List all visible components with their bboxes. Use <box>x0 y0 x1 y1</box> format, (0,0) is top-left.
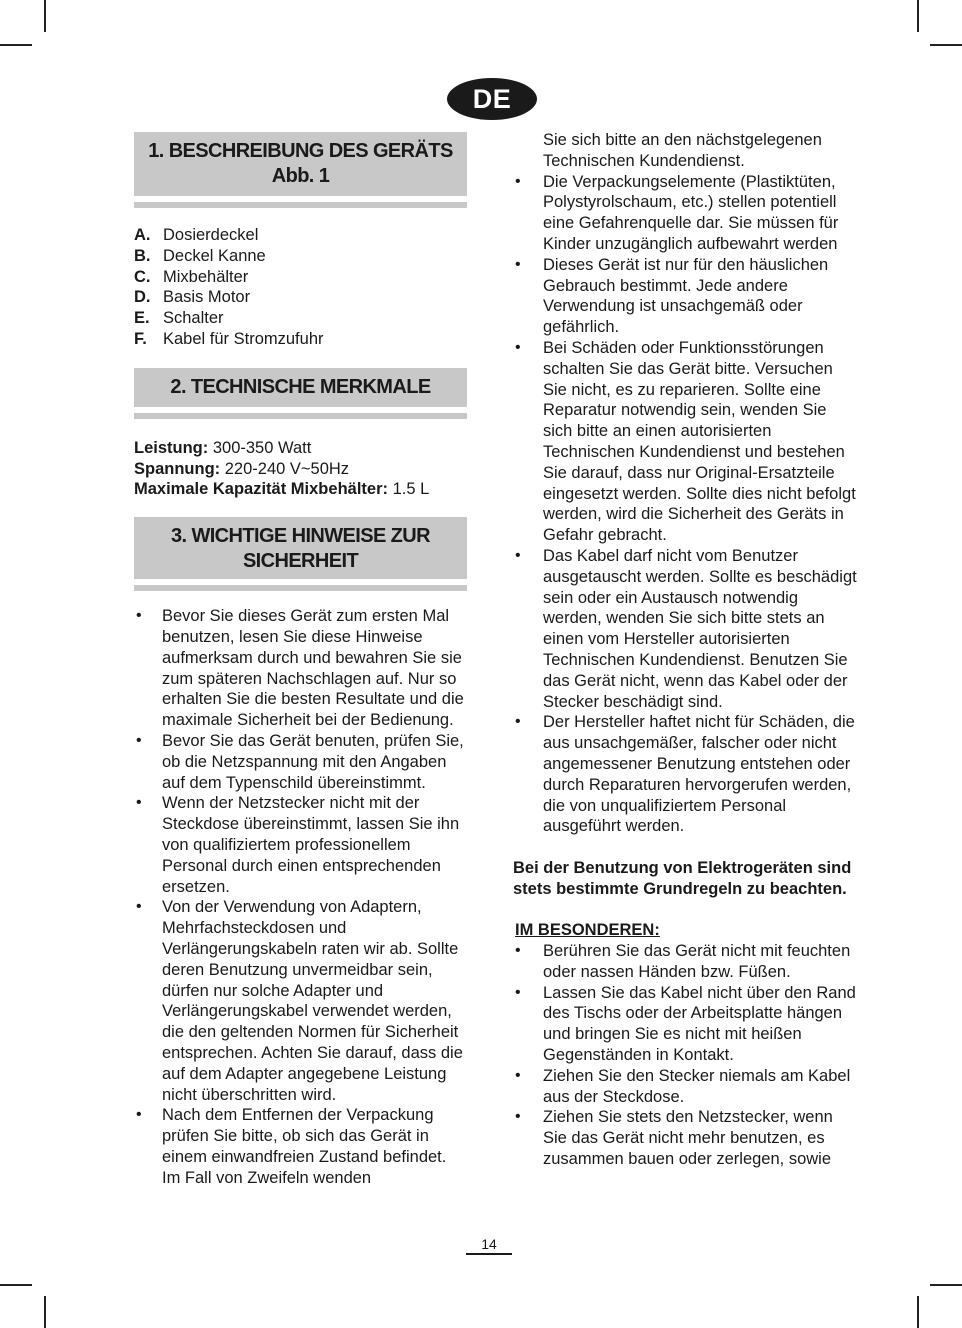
section2-heading: 2. TECHNISCHE MERKMALE <box>134 368 467 407</box>
section3-title-line2: SICHERHEIT <box>242 550 359 573</box>
list-item: • Lassen Sie das Kabel nicht über den Rand des Tischs oder der Arbeitsplatte hängen und bringen Sie es nicht mit heißen Gegenständen in Kontakt. <box>513 983 858 1066</box>
special-list <box>513 941 858 1170</box>
section3-title-line1: 3. WICHTIGE HINWEISE ZUR <box>171 525 430 548</box>
list-item <box>134 287 467 308</box>
list-item: • Nach dem Entfernen der Verpackung prüfen Sie bitte, ob sich das Gerät in einem einwandfreien Zustand befindet. Im Fall von Zweifeln wenden <box>134 1105 467 1188</box>
spec-row <box>134 438 467 459</box>
part-letter: D. <box>134 288 151 307</box>
section1-heading: 1. BESCHREIBUNG DES GERÄTS Abb. 1 <box>134 132 467 196</box>
crop-mark <box>930 1284 962 1286</box>
list-item: • Die Verpackungselemente (Plastiktüten, Polystyrolschaum, etc.) stellen potentiell eine Gefahrenquelle dar. Sie müssen für Kinder unzugänglich aufbewahrt werden <box>513 172 858 255</box>
page-number-underline <box>466 1253 512 1255</box>
list-item <box>134 246 467 267</box>
crop-mark <box>0 1284 32 1286</box>
part-label: Kabel für Stromzufuhr <box>163 329 324 348</box>
part-label: Dosierdeckel <box>163 226 259 244</box>
section3-heading <box>134 517 467 579</box>
spec-label: Maximale Kapazität Mixbehälter: <box>134 480 388 499</box>
part-label: Deckel Kanne <box>163 246 266 265</box>
crop-mark <box>930 44 962 46</box>
language-badge: DE <box>447 78 537 120</box>
list-item: • Von der Verwendung von Adaptern, Mehrfachsteckdosen und Verlängerungskabeln raten wir ab. Sollte deren Benutzung unvermeidbar sein, dürfen nur solche Adapter und Verlängerungskabel verwendet werden, die den geltenden Normen für Sicherheit entsprechen. Achten Sie darauf, dass die auf dem Adapter angegebene Leistung nicht überschritten wird. <box>134 897 467 1105</box>
part-letter: A. <box>134 226 151 244</box>
list-item: • Das Kabel darf nicht vom Benutzer ausgetauscht werden. Sollte es beschädigt sein oder ein Austausch notwendig werden, wenden Sie sich bitte stets an einen vom Hersteller autorisierten Technischen Kundendienst. Benutzen Sie das Gerät nicht, wenn das Kabel oder der Stecker beschädigt sind. <box>513 546 858 712</box>
list-item <box>134 308 467 329</box>
spec-label: Leistung: <box>134 438 209 457</box>
section-divider <box>134 413 467 419</box>
crop-mark <box>917 0 919 32</box>
list-item: • Bei Schäden oder Funktionsstörungen schalten Sie das Gerät bitte. Versuchen Sie nicht, es zu reparieren. Sollte eine Reparatur notwendig sein, wenden Sie sich bitte an einen autorisierten Technischen Kundendienst und bestehen Sie darauf, dass nur Original-Ersatzteile eingesetzt werden. Sollte dies nicht befolgt werden, wird die Sicherheit des Geräts in Gefahr gebracht. <box>513 338 858 546</box>
part-label: Mixbehälter <box>163 267 249 286</box>
part-label: Schalter <box>163 309 224 328</box>
right-column <box>513 130 858 1170</box>
safety-list-right <box>513 172 858 838</box>
list-item: • Berühren Sie das Gerät nicht mit feuchten oder nassen Händen bzw. Füßen. <box>513 941 858 983</box>
specs-block <box>134 438 467 500</box>
spec-row <box>134 479 467 500</box>
crop-mark <box>44 0 46 32</box>
crop-mark <box>917 1296 919 1328</box>
list-item <box>134 225 467 246</box>
list-item: • Dieses Gerät ist nur für den häuslichen Gebrauch bestimmt. Jede andere Verwendung ist unsachgemäß oder gefährlich. <box>513 255 858 338</box>
part-letter: E. <box>134 309 150 328</box>
list-item: • Ziehen Sie den Stecker niemals am Kabel aus der Steckdose. <box>513 1066 858 1108</box>
list-item <box>134 329 467 350</box>
crop-mark <box>0 44 32 46</box>
list-item: • Bevor Sie dieses Gerät zum ersten Mal benutzen, lesen Sie diese Hinweise aufmerksam durch und bewahren Sie sie zum späteren Nachschlagen auf. Nur so erhalten Sie die besten Resultate und die maximale Sicherheit bei der Bedienung. <box>134 606 467 731</box>
crop-mark <box>44 1296 46 1328</box>
list-item: • Der Hersteller haftet nicht für Schäden, die aus unsachgemäßer, falscher oder nicht angemessener Benutzung entstehen oder durch Reparaturen hervorgerufen werden, die von unqualifiziertem Personal ausgeführt werden. <box>513 712 858 837</box>
section-divider <box>134 202 467 208</box>
list-item <box>134 267 467 288</box>
special-heading: IM BESONDEREN: <box>515 921 660 940</box>
parts-list <box>134 225 467 350</box>
part-letter: F. <box>134 329 147 348</box>
spec-row <box>134 459 467 480</box>
part-letter: C. <box>134 267 151 286</box>
spec-value: 1.5 L <box>392 480 430 499</box>
list-item: • Bevor Sie das Gerät benuten, prüfen Sie, ob die Netzspannung mit den Angaben auf dem Typenschild übereinstimmt. <box>134 731 467 793</box>
left-column <box>134 132 467 1188</box>
page-number: 14 <box>481 1236 497 1252</box>
continuation-text: Sie sich bitte an den nächstgelegenen Technischen Kundendienst. <box>543 131 822 170</box>
spec-label: Spannung: <box>134 459 221 478</box>
general-rule: Bei der Benutzung von Elektrogeräten sind stets bestimmte Grundregeln zu beachten. <box>513 858 852 898</box>
spec-value: 300-350 Watt <box>212 438 312 457</box>
part-label: Basis Motor <box>163 288 251 307</box>
safety-list-left <box>134 606 467 1188</box>
list-item: • Wenn der Netzstecker nicht mit der Steckdose übereinstimmt, lassen Sie ihn von qualifiziertem professionellem Personal durch einen entsprechenden ersetzen. <box>134 793 467 897</box>
section-divider <box>134 585 467 591</box>
spec-value: 220-240 V~50Hz <box>224 459 350 478</box>
part-letter: B. <box>134 246 151 265</box>
list-item: • Ziehen Sie stets den Netzstecker, wenn Sie das Gerät nicht mehr benutzen, es zusammen bauen oder zerlegen, sowie <box>513 1107 858 1169</box>
